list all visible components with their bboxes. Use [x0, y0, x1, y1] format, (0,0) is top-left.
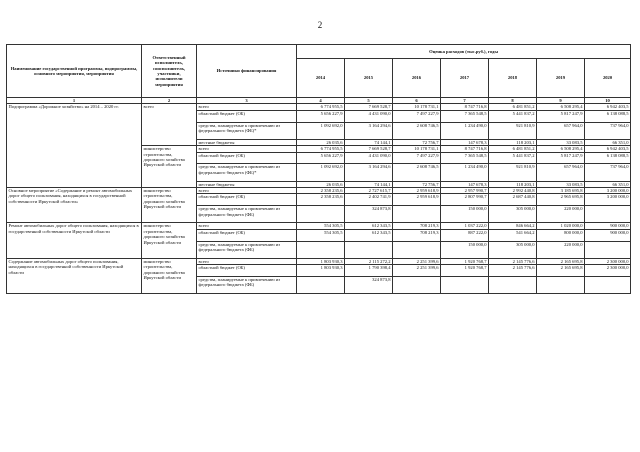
amount-cell	[585, 241, 631, 258]
header-year: 2019	[537, 59, 585, 98]
amount-cell: 921 810,9	[489, 122, 537, 139]
header-year: 2020	[585, 59, 631, 98]
header-year: 2016	[393, 59, 441, 98]
amount-cell: 6 508 295,4	[537, 146, 585, 152]
amount-cell: 1 920 768,7	[441, 258, 489, 264]
amount-cell: 118 203,1	[489, 181, 537, 187]
amount-cell: 7 497 227,9	[393, 152, 441, 164]
amount-cell: 2 358 235,6	[297, 194, 345, 206]
amount-cell: 220 000,0	[537, 206, 585, 223]
amount-cell: 6 138 088,5	[585, 110, 631, 122]
amount-cell: 2 402 741,9	[345, 194, 393, 206]
amount-cell: 2 608 746,5	[393, 164, 441, 181]
amount-cell	[393, 206, 441, 223]
amount-cell	[393, 241, 441, 258]
amount-cell: 2 687 440,8	[489, 194, 537, 206]
funding-source-cell: всего	[197, 188, 297, 194]
amount-cell: 1 803 930,3	[297, 265, 345, 277]
amount-cell: 150 000,0	[441, 206, 489, 223]
amount-cell: 6 942 403,5	[585, 104, 631, 110]
funding-source-cell: областной бюджет (ОБ)	[197, 110, 297, 122]
amount-cell: 220 000,0	[537, 241, 585, 258]
column-number: 3	[197, 98, 297, 104]
amount-cell: 118 203,1	[489, 139, 537, 145]
column-number: 6	[393, 98, 441, 104]
amount-cell: 887 222,0	[441, 229, 489, 241]
amount-cell: 74 144,1	[345, 139, 393, 145]
column-number: 1	[7, 98, 142, 104]
amount-cell: 612 343,5	[345, 229, 393, 241]
amount-cell	[345, 241, 393, 258]
responsible-cell: министерство строительства, дорожного хозяйства Иркутской области	[142, 146, 197, 188]
header-row-1	[7, 45, 631, 59]
amount-cell	[585, 276, 631, 293]
amount-cell: 305 000,0	[489, 241, 537, 258]
amount-cell: 2 807 990,7	[441, 194, 489, 206]
amount-cell: 6 508 295,4	[537, 104, 585, 110]
amount-cell	[297, 206, 345, 223]
program-name-cell: Содержание автомобильных дорог общего пользования, находящихся в государственной собственности Иркутской области	[7, 258, 142, 293]
amount-cell: 900 000,0	[585, 229, 631, 241]
amount-cell	[297, 241, 345, 258]
amount-cell: 1 092 692,0	[297, 164, 345, 181]
amount-cell: 737 964,0	[585, 122, 631, 139]
amount-cell: 3 164 294,6	[345, 164, 393, 181]
amount-cell: 5 817 247,9	[537, 152, 585, 164]
amount-cell: 900 000,0	[585, 223, 631, 229]
amount-cell: 26 035,6	[297, 139, 345, 145]
amount-cell: 708 219,3	[393, 229, 441, 241]
program-name-cell: Подпрограмма «Дорожное хозяйство» на 2014 – 2020 гг.	[7, 104, 142, 188]
header-year: 2017	[441, 59, 489, 98]
page-number: 2	[317, 20, 323, 30]
amount-cell: 2 608 746,5	[393, 122, 441, 139]
funding-source-cell: средства, планируемые к привлечению из федерального бюджета (ФБ)*	[197, 164, 297, 181]
amount-cell: 2 727 615,7	[345, 188, 393, 194]
amount-cell: 5 441 837,2	[489, 110, 537, 122]
header-year: 2015	[345, 59, 393, 98]
amount-cell: 2 959 618,9	[393, 194, 441, 206]
amount-cell: 737 964,0	[585, 164, 631, 181]
funding-source-cell: всего	[197, 104, 297, 110]
amount-cell: 2 115 272,2	[345, 258, 393, 264]
amount-cell: 7 497 227,9	[393, 110, 441, 122]
amount-cell: 612 343,5	[345, 223, 393, 229]
budget-table	[6, 44, 631, 294]
amount-cell: 1 803 930,3	[297, 258, 345, 264]
amount-cell	[441, 276, 489, 293]
amount-cell: 4 431 090,0	[345, 110, 393, 122]
amount-cell: 5 817 247,9	[537, 110, 585, 122]
amount-cell: 921 810,9	[489, 164, 537, 181]
amount-cell: 3 200 000,0	[585, 188, 631, 194]
amount-cell: 7 669 528,7	[345, 146, 393, 152]
header-responsible: Ответственный исполнитель, соисполнитель, участники, исполнители мероприятия	[142, 45, 197, 98]
funding-source-cell: средства, планируемые к привлечению из федерального бюджета (ФБ)*	[197, 122, 297, 139]
amount-cell: 324 873,8	[345, 276, 393, 293]
amount-cell: 10 178 731,1	[393, 104, 441, 110]
amount-cell: 305 000,0	[489, 206, 537, 223]
program-name-cell: Ремонт автомобильных дорог общего пользования, находящихся в государственной собственности Иркутской области	[7, 223, 142, 258]
funding-source-cell: средства, планируемые к привлечению из федерального бюджета (ФБ)	[197, 276, 297, 293]
responsible-cell: министерство строительства, дорожного хозяйства Иркутской области	[142, 188, 197, 223]
funding-source-cell: областной бюджет (ОБ)	[197, 265, 297, 277]
responsible-cell: министерство строительства, дорожного хозяйства Иркутской области	[142, 223, 197, 258]
header-sources: Источники финансирования	[197, 45, 297, 98]
amount-cell: 33 083,5	[537, 139, 585, 145]
amount-cell: 6 942 403,5	[585, 146, 631, 152]
amount-cell: 657 964,0	[537, 122, 585, 139]
amount-cell: 6 138 088,5	[585, 152, 631, 164]
amount-cell	[489, 276, 537, 293]
header-year: 2018	[489, 59, 537, 98]
amount-cell	[537, 276, 585, 293]
amount-cell: 657 964,0	[537, 164, 585, 181]
amount-cell: 1 234 490,0	[441, 122, 489, 139]
funding-source-cell: всего	[197, 258, 297, 264]
amount-cell: 2 300 000,0	[585, 258, 631, 264]
amount-cell: 6 774 955,5	[297, 146, 345, 152]
amount-cell: 74 144,1	[345, 181, 393, 187]
funding-source-cell: всего	[197, 146, 297, 152]
amount-cell: 7 365 548,5	[441, 110, 489, 122]
amount-cell: 66 351,0	[585, 181, 631, 187]
amount-cell: 2 251 399,6	[393, 265, 441, 277]
amount-cell: 33 083,5	[537, 181, 585, 187]
amount-cell: 3 164 294,6	[345, 122, 393, 139]
header-year: 2014	[297, 59, 345, 98]
amount-cell: 6 774 955,5	[297, 104, 345, 110]
amount-cell: 2 959 618,9	[393, 188, 441, 194]
amount-cell: 2 992 440,8	[489, 188, 537, 194]
table-body	[7, 104, 631, 294]
amount-cell: 1 037 222,0	[441, 223, 489, 229]
amount-cell: 6 481 851,2	[489, 146, 537, 152]
responsible-cell: всего	[142, 104, 197, 146]
amount-cell: 7 365 548,5	[441, 152, 489, 164]
amount-cell: 2 965 695,8	[537, 194, 585, 206]
amount-cell: 2 145 776,6	[489, 258, 537, 264]
amount-cell: 150 000,0	[441, 241, 489, 258]
amount-cell: 2 165 695,8	[537, 258, 585, 264]
amount-cell: 324 873,8	[345, 206, 393, 223]
amount-cell: 72 756,7	[393, 181, 441, 187]
funding-source-cell: областной бюджет (ОБ)	[197, 229, 297, 241]
amount-cell: 708 219,3	[393, 223, 441, 229]
funding-source-cell: местные бюджеты	[197, 181, 297, 187]
header-expense-group: Оценка расходов (тыс.руб.), годы	[297, 45, 631, 59]
column-number: 4	[297, 98, 345, 104]
amount-cell: 554 305,5	[297, 229, 345, 241]
amount-cell: 1 234 490,0	[441, 164, 489, 181]
amount-cell: 2 300 000,0	[585, 265, 631, 277]
responsible-cell: министерство строительства, дорожного хозяйства Иркутской области	[142, 258, 197, 293]
amount-cell: 2 145 776,6	[489, 265, 537, 277]
funding-source-cell: всего	[197, 223, 297, 229]
amount-cell: 846 664,2	[489, 223, 537, 229]
column-number: 9	[537, 98, 585, 104]
funding-source-cell: средства, планируемые к привлечению из федерального бюджета (ФБ)	[197, 241, 297, 258]
funding-source-cell: местные бюджеты	[197, 139, 297, 145]
column-number: 2	[142, 98, 197, 104]
amount-cell: 147 678,3	[441, 139, 489, 145]
amount-cell: 1 092 692,0	[297, 122, 345, 139]
header-program: Наименование государственной программы, подпрограммы, основного мероприятия, мероприятия	[7, 45, 142, 98]
amount-cell: 3 200 000,0	[585, 194, 631, 206]
column-number: 8	[489, 98, 537, 104]
amount-cell: 66 351,0	[585, 139, 631, 145]
amount-cell: 8 747 716,8	[441, 104, 489, 110]
amount-cell	[585, 206, 631, 223]
column-number: 7	[441, 98, 489, 104]
amount-cell: 7 669 528,7	[345, 104, 393, 110]
amount-cell: 2 251 399,6	[393, 258, 441, 264]
program-name-cell: Основное мероприятие «Содержание и ремонт автомобильных дорог общего пользования, находящихся в государственной собственности Иркутской области»	[7, 188, 142, 223]
amount-cell: 2 165 695,8	[537, 265, 585, 277]
amount-cell: 541 664,2	[489, 229, 537, 241]
funding-source-cell: средства, планируемые к привлечению из федерального бюджета (ФБ)	[197, 206, 297, 223]
amount-cell	[297, 276, 345, 293]
amount-cell: 2 957 990,7	[441, 188, 489, 194]
amount-cell: 10 178 731,1	[393, 146, 441, 152]
amount-cell: 147 678,3	[441, 181, 489, 187]
column-number: 10	[585, 98, 631, 104]
amount-cell: 3 185 695,8	[537, 188, 585, 194]
amount-cell: 1 020 000,0	[537, 223, 585, 229]
funding-source-cell: областной бюджет (ОБ)	[197, 194, 297, 206]
column-number: 5	[345, 98, 393, 104]
amount-cell: 800 000,0	[537, 229, 585, 241]
amount-cell	[393, 276, 441, 293]
amount-cell: 1 920 768,7	[441, 265, 489, 277]
amount-cell: 6 481 851,2	[489, 104, 537, 110]
amount-cell: 554 305,5	[297, 223, 345, 229]
amount-cell: 26 035,6	[297, 181, 345, 187]
amount-cell: 4 431 090,0	[345, 152, 393, 164]
amount-cell: 5 656 227,9	[297, 152, 345, 164]
amount-cell: 72 756,7	[393, 139, 441, 145]
amount-cell: 1 790 398,4	[345, 265, 393, 277]
amount-cell: 5 656 227,9	[297, 110, 345, 122]
amount-cell: 8 747 716,8	[441, 146, 489, 152]
funding-source-cell: областной бюджет (ОБ)	[197, 152, 297, 164]
amount-cell: 2 358 235,6	[297, 188, 345, 194]
amount-cell: 5 441 837,2	[489, 152, 537, 164]
